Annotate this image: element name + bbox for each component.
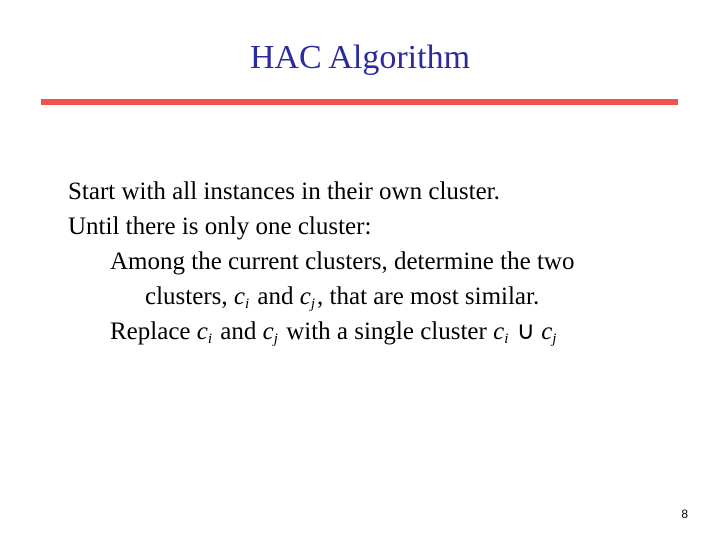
page-number: 8 — [681, 507, 688, 521]
math-sub-i: i — [504, 331, 509, 347]
text-fragment: and — [214, 318, 263, 345]
math-sub-j: j — [273, 331, 278, 347]
math-sub-i: i — [244, 296, 250, 312]
text-fragment: , that are most similar. — [317, 283, 540, 310]
math-var-c: c — [196, 318, 208, 345]
union-symbol: ∪ — [510, 318, 542, 345]
math-sub-j: j — [552, 331, 557, 347]
text-fragment: with a single cluster — [279, 318, 494, 345]
math-var-c: c — [233, 283, 245, 310]
math-sub-j: j — [310, 296, 316, 312]
text-fragment: and — [251, 283, 300, 310]
text-fragment: Replace — [110, 318, 197, 345]
math-var-c: c — [541, 318, 553, 345]
step-loop — [68, 209, 574, 244]
slide-title: HAC Algorithm — [249, 39, 471, 76]
step-determine — [68, 244, 574, 279]
math-var-c: c — [262, 318, 274, 345]
text-fragment: clusters, — [145, 283, 234, 310]
math-var-c: c — [299, 283, 311, 310]
math-sub-i: i — [207, 331, 213, 347]
step-loop-text: Until there is only one cluster: — [68, 213, 372, 240]
algorithm-steps — [68, 174, 574, 349]
math-var-c: c — [493, 318, 505, 345]
step-determine-text: Among the current clusters, determine the two — [110, 248, 575, 275]
title-divider — [41, 99, 678, 105]
step-start-text: Start with all instances in their own cluster. — [68, 178, 500, 205]
step-replace — [68, 314, 574, 349]
step-start — [68, 174, 574, 209]
step-determine-cont — [68, 279, 574, 314]
